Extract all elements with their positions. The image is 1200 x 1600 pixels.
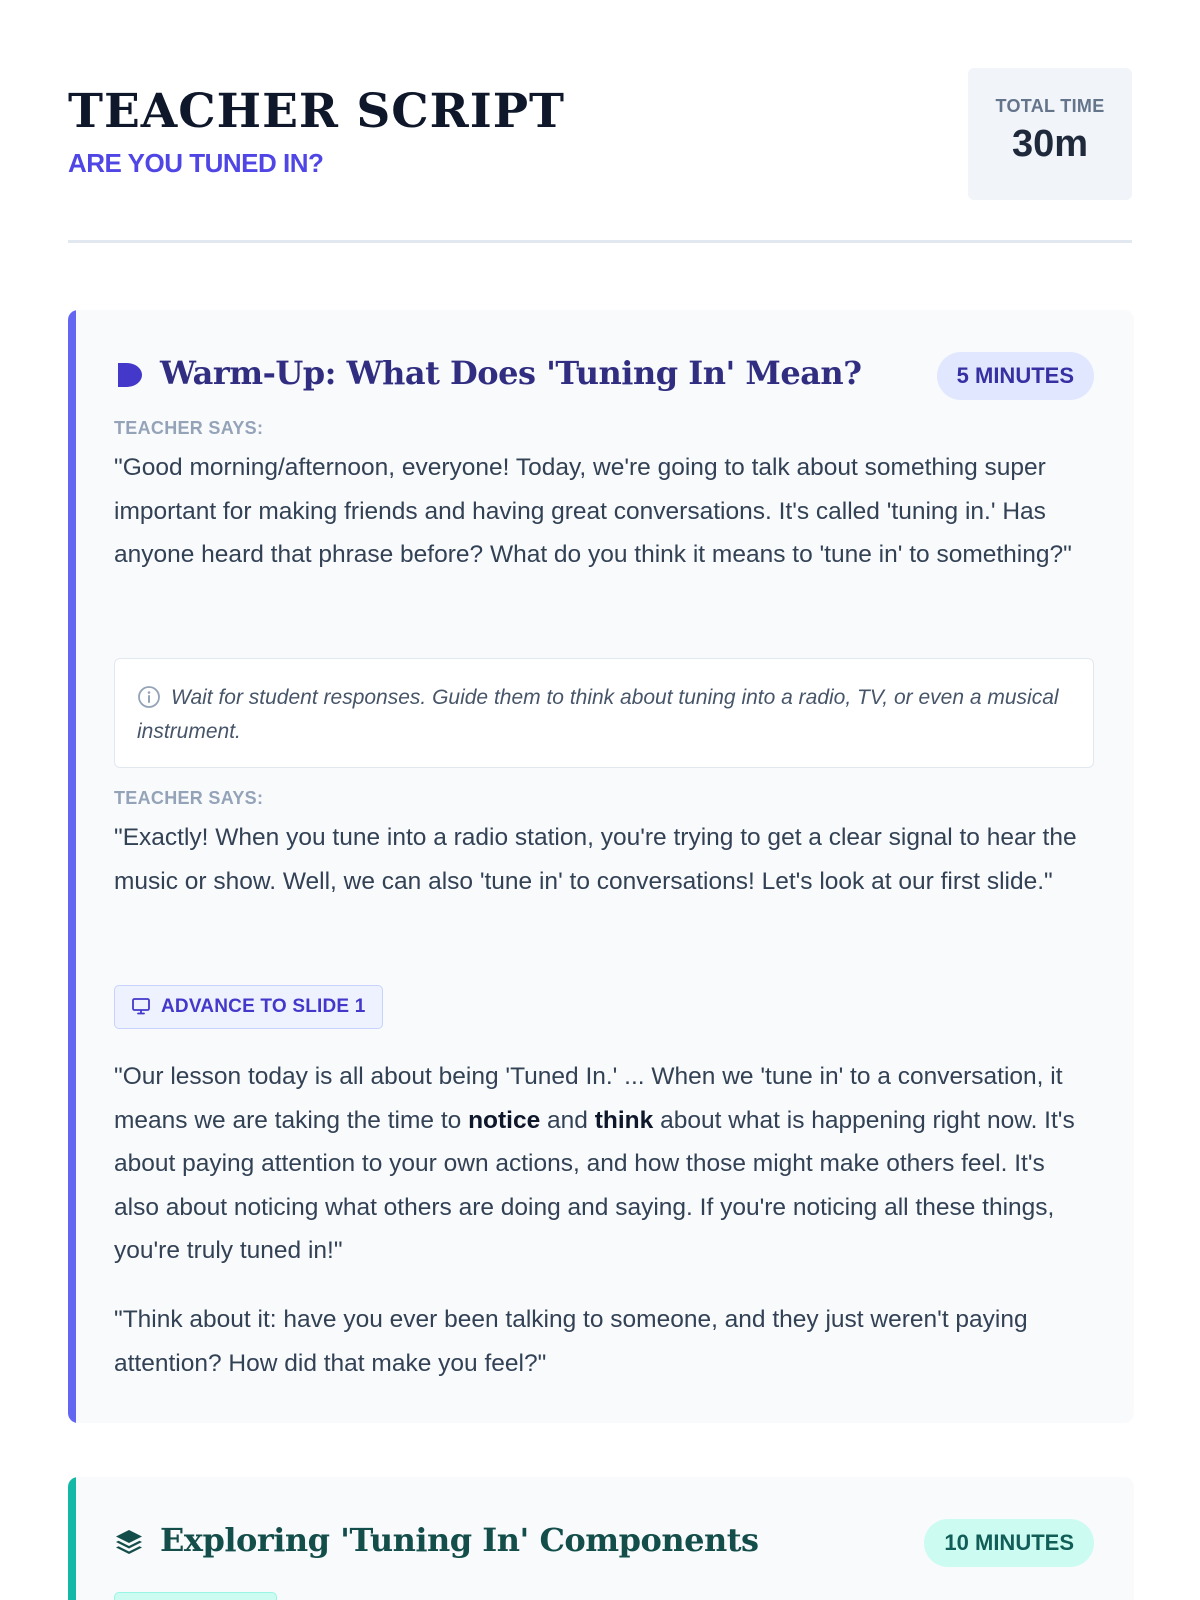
page-title: TEACHER SCRIPT xyxy=(68,84,566,139)
speech-text: "Our lesson today is all about being 'Tuned In.' ... When we 'tune in' to a conversation, it means we are taking the time to xyxy=(114,1063,1063,1134)
advance-slide-label: ADVANCE TO SLIDE 1 xyxy=(161,996,366,1017)
teacher-note-text: Wait for student responses. Guide them to think about tuning into a radio, TV, or even a musical instrument. xyxy=(137,686,1059,743)
teacher-says-label: TEACHER SAYS: xyxy=(114,788,264,808)
speech-text: about what is happening right now. It's about paying attention to your own actions, and how those might make others feel. It's also about noticing what others are doing and saying. If you're noticing all these things, you're truly tuned in!" xyxy=(114,1106,1075,1264)
page-subtitle: ARE YOU TUNED IN? xyxy=(68,148,324,178)
teacher-speech: "Think about it: have you ever been talking to someone, and they just weren't paying attention? How did that make you feel?" xyxy=(114,1306,1028,1377)
layers-icon xyxy=(114,1527,144,1557)
teacher-speech xyxy=(114,1055,1094,1273)
total-time-value: 30m xyxy=(1011,123,1089,165)
section-header xyxy=(114,350,1094,400)
duration-badge: 10 MINUTES xyxy=(924,1519,1094,1567)
play-icon xyxy=(114,360,144,390)
teacher-speech: "Exactly! When you tune into a radio station, you're trying to get a clear signal to hear the music or show. Well, we can also 'tune in' to conversations! Let's look at our first slide." xyxy=(114,824,1077,895)
teacher-note xyxy=(114,658,1094,768)
section-warm-up xyxy=(68,310,1134,1423)
total-time-card xyxy=(968,68,1132,200)
teacher-speech: "Good morning/afternoon, everyone! Today, we're going to talk about something super important for making friends and having great conversations. It's called 'tuning in.' Has anyone heard that phrase before? What do you think it means to 'tune in' to something?" xyxy=(114,454,1072,568)
emphasis-think: think xyxy=(594,1106,654,1134)
section-chip xyxy=(114,1592,277,1600)
section-exploring-components xyxy=(68,1477,1134,1600)
info-icon xyxy=(137,685,161,709)
speech-text: and xyxy=(540,1106,595,1134)
total-time-label: TOTAL TIME xyxy=(995,96,1105,116)
section-header xyxy=(114,1517,1094,1567)
teacher-says-label: TEACHER SAYS: xyxy=(114,418,264,438)
section-title: Exploring 'Tuning In' Components xyxy=(160,1521,759,1559)
emphasis-notice: notice xyxy=(468,1106,541,1134)
section-title: Warm-Up: What Does 'Tuning In' Mean? xyxy=(160,354,862,392)
monitor-icon xyxy=(131,990,151,1010)
page-header xyxy=(68,0,1132,243)
advance-slide-button[interactable] xyxy=(114,985,383,1029)
duration-badge: 5 MINUTES xyxy=(937,352,1094,400)
